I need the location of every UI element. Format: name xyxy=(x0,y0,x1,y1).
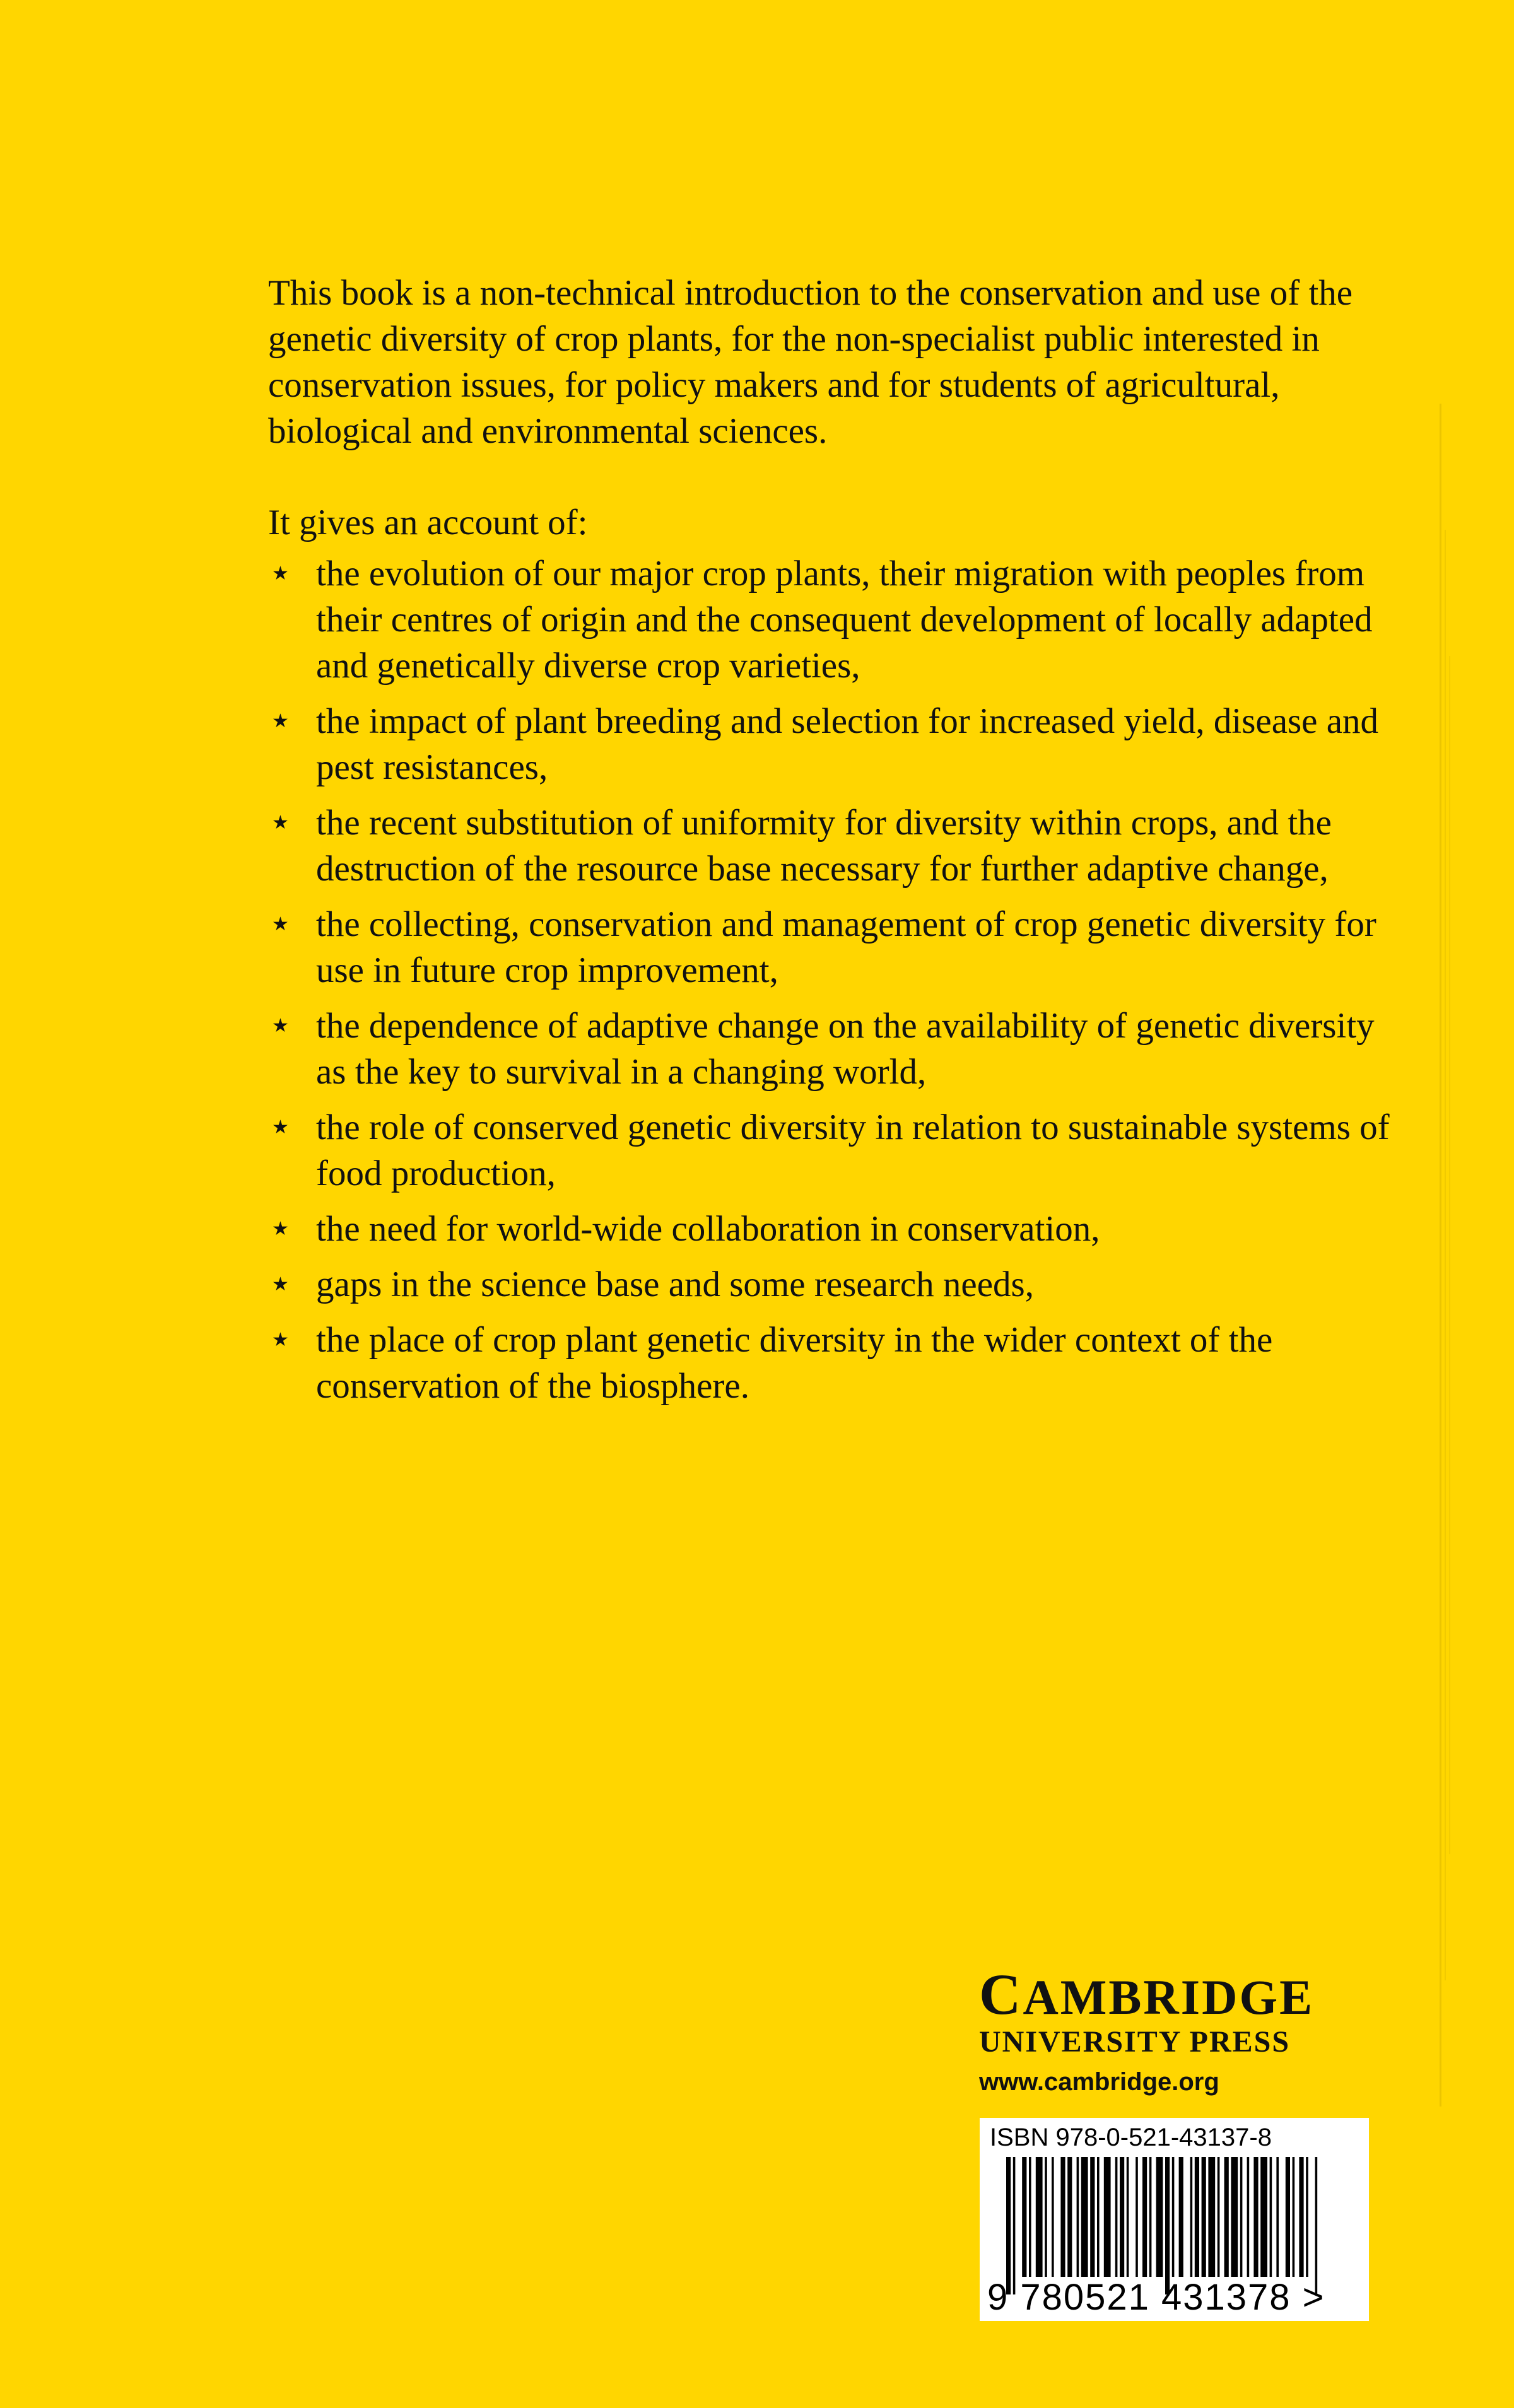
barcode-bar xyxy=(1270,2157,1272,2277)
star-icon: ★ xyxy=(272,812,289,834)
list-item-text: the need for world-wide collaboration in conservation, xyxy=(316,1209,1100,1249)
barcode-bar xyxy=(1029,2157,1031,2277)
barcode-bar xyxy=(1299,2157,1303,2277)
barcode-bar xyxy=(1045,2157,1047,2277)
barcode-bar xyxy=(1315,2157,1318,2294)
list-item-text: the evolution of our major crop plants, their migration with peoples from their centres of origin and the consequent development of locally adapted and genetically diverse crop varieties, xyxy=(316,554,1373,686)
barcode-digits: 9 780521 431378 > xyxy=(987,2277,1325,2318)
star-icon: ★ xyxy=(272,710,289,732)
publisher-url: www.cambridge.org xyxy=(979,2068,1219,2096)
list-item-text: the impact of plant breeding and selection for increased yield, disease and pest resistances, xyxy=(316,701,1379,787)
barcode-bar xyxy=(1060,2157,1065,2277)
barcode-bar xyxy=(1156,2157,1163,2277)
barcode-bar xyxy=(1052,2157,1054,2277)
barcode-bar xyxy=(1190,2157,1193,2277)
list-item-text: the recent substitution of uniformity for diversity within crops, and the destruction of the resource base necessary for further adaptive change, xyxy=(316,803,1332,889)
barcode-bar xyxy=(1013,2157,1016,2294)
star-icon: ★ xyxy=(272,1116,289,1138)
barcode-bar xyxy=(1260,2157,1267,2277)
list-item-text: the dependence of adaptive change on the availability of genetic diversity as the key to survival in a changing world, xyxy=(316,1006,1375,1092)
barcode-bar xyxy=(1120,2157,1124,2277)
publisher-name-rest: AMBRIDGE xyxy=(1023,1970,1315,2025)
spine-texture xyxy=(1432,404,1457,2107)
barcode-bar xyxy=(1165,2157,1170,2294)
list-item xyxy=(268,1104,1391,1196)
list-item-text: the collecting, conservation and management of crop genetic diversity for use in future crop improvement, xyxy=(316,904,1376,990)
star-icon: ★ xyxy=(272,1218,289,1240)
isbn-label: ISBN 978-0-521-43137-8 xyxy=(990,2124,1272,2151)
list-item xyxy=(268,1206,1391,1252)
blurb xyxy=(268,270,1391,1418)
list-item xyxy=(268,1003,1391,1095)
barcode-bar xyxy=(1142,2157,1147,2277)
list-item xyxy=(268,1261,1391,1307)
barcode-bar xyxy=(1293,2157,1295,2277)
barcode xyxy=(980,2118,1369,2321)
blurb-intro: This book is a non-technical introduction to the conservation and use of the genetic diversity of crop plants, for the non-specialist public interested in conservation issues, for policy makers and for students of agricultural, biological and environmental sciences. xyxy=(268,273,1353,451)
star-icon: ★ xyxy=(272,563,289,585)
star-icon: ★ xyxy=(272,1273,289,1295)
list-item xyxy=(268,1317,1391,1409)
barcode-bar xyxy=(1276,2157,1279,2277)
list-item-text: the role of conserved genetic diversity in relation to sustainable systems of food production, xyxy=(316,1108,1390,1193)
barcode-bar xyxy=(1022,2157,1026,2277)
list-item-text: gaps in the science base and some research needs, xyxy=(316,1265,1034,1304)
barcode-bar xyxy=(1006,2157,1011,2294)
barcode-bar xyxy=(1253,2157,1258,2277)
barcode-bar xyxy=(1149,2157,1152,2277)
list-item-text: the place of crop plant genetic diversity in the wider context of the conservation of the biosphere. xyxy=(316,1320,1273,1406)
barcode-bar xyxy=(1136,2157,1138,2277)
barcode-bar xyxy=(1067,2157,1072,2277)
publisher-subtitle: UNIVERSITY PRESS xyxy=(979,2025,1291,2059)
list-item xyxy=(268,901,1391,993)
barcode-bar xyxy=(1195,2157,1199,2277)
list-item xyxy=(268,551,1391,689)
barcode-bar xyxy=(1097,2157,1100,2277)
publisher-name-initial: C xyxy=(979,1962,1023,2026)
barcode-bar xyxy=(1036,2157,1043,2277)
publisher-name xyxy=(979,1962,1383,2026)
barcode-bar xyxy=(1104,2157,1111,2277)
star-icon: ★ xyxy=(272,913,289,935)
barcode-bar xyxy=(1231,2157,1238,2277)
publisher-logo xyxy=(979,1962,1383,2100)
list-item xyxy=(268,698,1391,790)
barcode-bar xyxy=(1115,2157,1118,2277)
barcode-bar xyxy=(1224,2157,1229,2277)
barcode-bar xyxy=(1306,2157,1308,2277)
barcode-bar xyxy=(1081,2157,1088,2277)
barcode-bar xyxy=(1202,2157,1206,2277)
barcode-bar xyxy=(1286,2157,1290,2277)
barcode-bar xyxy=(1077,2157,1079,2277)
star-icon: ★ xyxy=(272,1015,289,1037)
barcode-bar xyxy=(1172,2157,1175,2277)
barcode-bar xyxy=(1179,2157,1183,2277)
barcode-bar xyxy=(1208,2157,1215,2277)
barcode-bar xyxy=(1240,2157,1243,2277)
barcode-bar xyxy=(1218,2157,1220,2277)
account-list xyxy=(268,551,1391,1409)
barcode-bar xyxy=(1127,2157,1129,2277)
list-item xyxy=(268,800,1391,892)
account-lead: It gives an account of: xyxy=(268,503,588,542)
barcode-bar xyxy=(1247,2157,1250,2277)
barcode-bar xyxy=(1090,2157,1094,2277)
star-icon: ★ xyxy=(272,1329,289,1351)
